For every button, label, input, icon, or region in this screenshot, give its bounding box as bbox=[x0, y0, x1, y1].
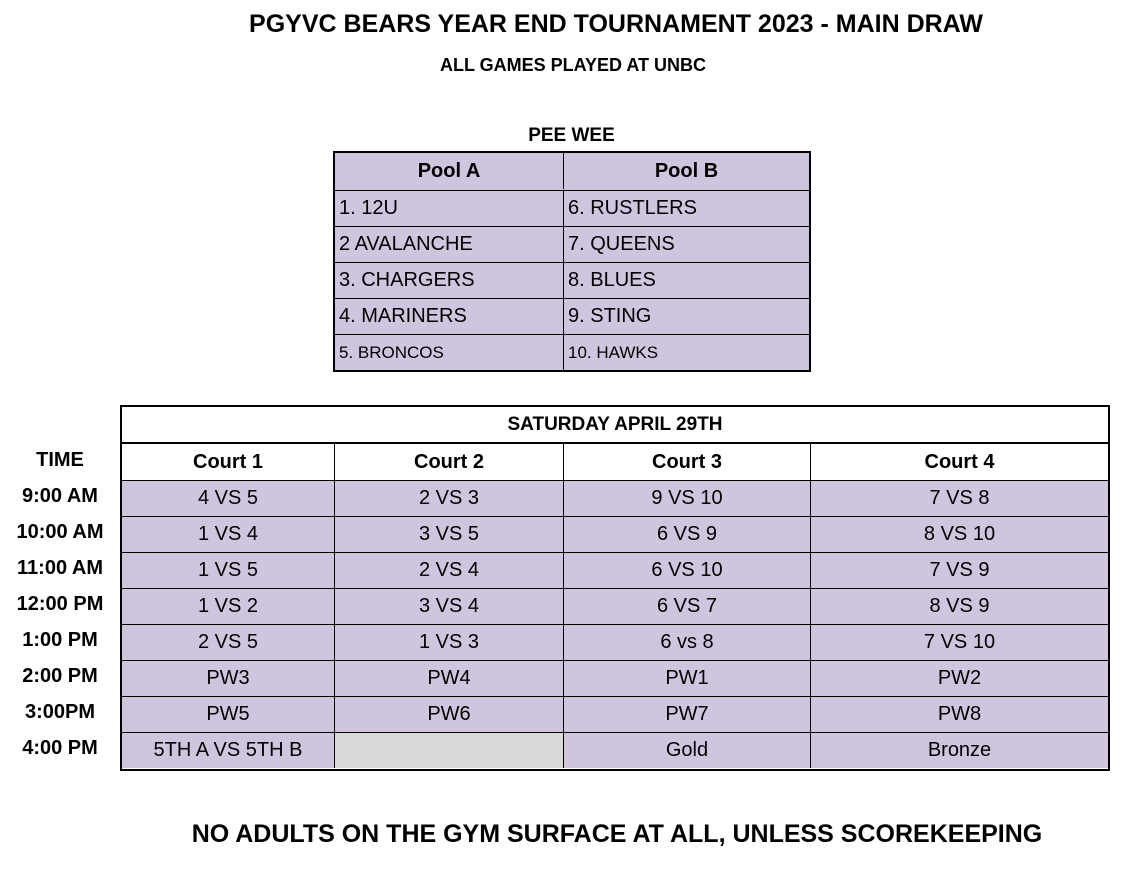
game-cell: 8 VS 9 bbox=[811, 589, 1108, 624]
game-cell: 6 VS 9 bbox=[564, 517, 811, 552]
pool-b-header: Pool B bbox=[654, 159, 719, 182]
pool-header-row bbox=[335, 153, 809, 189]
time-header: TIME bbox=[36, 448, 84, 471]
pool-row bbox=[335, 262, 809, 298]
schedule-row bbox=[122, 732, 1108, 768]
page-subtitle: ALL GAMES PLAYED AT UNBC bbox=[439, 55, 707, 75]
schedule-row bbox=[122, 552, 1108, 588]
game-cell: 8 VS 10 bbox=[811, 517, 1108, 552]
pool-a-team: 2 AVALANCHE bbox=[335, 227, 564, 262]
schedule-row bbox=[122, 624, 1108, 660]
game-cell: 3 VS 4 bbox=[335, 589, 564, 624]
game-cell: Gold bbox=[564, 733, 811, 768]
empty-cell bbox=[335, 733, 564, 768]
pool-a-team: 1. 12U bbox=[335, 191, 564, 226]
game-cell: 4 VS 5 bbox=[122, 481, 335, 516]
schedule-row bbox=[122, 588, 1108, 624]
game-cell: 7 VS 10 bbox=[811, 625, 1108, 660]
pool-b-team: 8. BLUES bbox=[568, 269, 656, 291]
pool-heading: PEE WEE bbox=[528, 125, 615, 146]
game-cell: 2 VS 3 bbox=[335, 481, 564, 516]
time-slot: 10:00 AM bbox=[16, 520, 104, 543]
pool-row bbox=[335, 190, 809, 226]
game-cell: 1 VS 5 bbox=[122, 553, 335, 588]
game-cell: 1 VS 2 bbox=[122, 589, 335, 624]
pool-row bbox=[335, 298, 809, 334]
pool-row bbox=[335, 226, 809, 262]
pool-table bbox=[333, 151, 811, 372]
time-slot: 11:00 AM bbox=[17, 556, 103, 579]
game-cell: PW7 bbox=[564, 697, 811, 732]
game-cell: 6 vs 8 bbox=[564, 625, 811, 660]
time-slot: 9:00 AM bbox=[22, 484, 98, 507]
pool-b-team: 9. STING bbox=[568, 305, 652, 327]
time-slot: 4:00 PM bbox=[22, 736, 98, 759]
page-title: PGYVC BEARS YEAR END TOURNAMENT 2023 - MAIN DRAW bbox=[249, 10, 983, 38]
game-cell: PW3 bbox=[122, 661, 335, 696]
game-cell: PW5 bbox=[122, 697, 335, 732]
pool-a-team: 3. CHARGERS bbox=[335, 263, 564, 298]
schedule-row bbox=[122, 696, 1108, 732]
court-header-row bbox=[122, 444, 1108, 480]
game-cell: PW2 bbox=[811, 661, 1108, 696]
court-header: Court 4 bbox=[811, 444, 1108, 480]
time-slot: 2:00 PM bbox=[22, 664, 98, 687]
pool-b-team: 7. QUEENS bbox=[568, 233, 675, 255]
schedule-table bbox=[120, 405, 1110, 771]
court-header: Court 3 bbox=[564, 444, 811, 480]
game-cell: 3 VS 5 bbox=[335, 517, 564, 552]
game-cell: PW8 bbox=[811, 697, 1108, 732]
game-cell: 2 VS 4 bbox=[335, 553, 564, 588]
game-cell: 5TH A VS 5TH B bbox=[122, 733, 335, 768]
time-slot: 1:00 PM bbox=[22, 628, 98, 651]
time-slot: 3:00PM bbox=[24, 700, 96, 723]
game-cell: 1 VS 3 bbox=[335, 625, 564, 660]
game-cell: 7 VS 8 bbox=[811, 481, 1108, 516]
game-cell: Bronze bbox=[811, 733, 1108, 768]
game-cell: 1 VS 4 bbox=[122, 517, 335, 552]
schedule-row bbox=[122, 480, 1108, 516]
game-cell: PW1 bbox=[564, 661, 811, 696]
footer-notice: NO ADULTS ON THE GYM SURFACE AT ALL, UNLESS SCOREKEEPING bbox=[191, 820, 1043, 848]
game-cell: 6 VS 10 bbox=[564, 553, 811, 588]
pool-b-team: 6. RUSTLERS bbox=[568, 197, 697, 219]
game-cell: PW6 bbox=[335, 697, 564, 732]
schedule-row bbox=[122, 516, 1108, 552]
court-header: Court 2 bbox=[335, 444, 564, 480]
time-slot: 12:00 PM bbox=[16, 592, 104, 615]
pool-row bbox=[335, 334, 809, 370]
schedule-day-banner: SATURDAY APRIL 29TH bbox=[122, 407, 1108, 444]
game-cell: 9 VS 10 bbox=[564, 481, 811, 516]
pool-a-team: 5. BRONCOS bbox=[335, 335, 564, 370]
game-cell: PW4 bbox=[335, 661, 564, 696]
game-cell: 2 VS 5 bbox=[122, 625, 335, 660]
pool-b-team: 10. HAWKS bbox=[568, 342, 659, 362]
court-header: Court 1 bbox=[122, 444, 335, 480]
pool-a-team: 4. MARINERS bbox=[335, 299, 564, 334]
game-cell: 7 VS 9 bbox=[811, 553, 1108, 588]
schedule-row bbox=[122, 660, 1108, 696]
game-cell: 6 VS 7 bbox=[564, 589, 811, 624]
pool-a-header: Pool A bbox=[335, 153, 564, 189]
